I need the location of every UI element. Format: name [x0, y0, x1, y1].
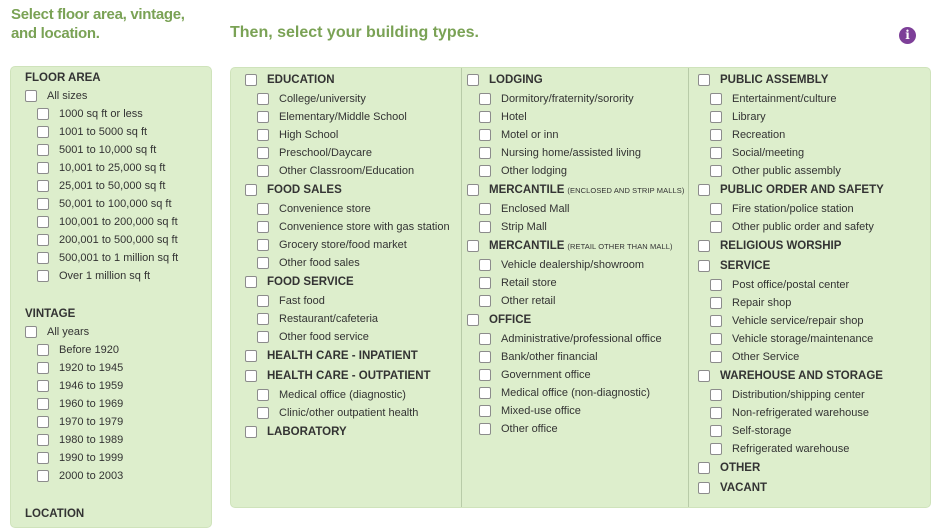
checkbox[interactable] [245, 74, 257, 86]
floor-area-option[interactable] [25, 231, 178, 249]
category-checkbox-label: HEALTH CARE - INPATIENT [267, 350, 418, 362]
subtype-checkbox-label: Medical office (diagnostic) [279, 389, 406, 401]
category-checkbox-label: RELIGIOUS WORSHIP [720, 240, 842, 252]
filter-panel [10, 66, 212, 528]
subtype-checkbox[interactable] [698, 404, 884, 422]
checkbox[interactable] [698, 370, 710, 382]
checkbox[interactable] [710, 297, 722, 309]
checkbox[interactable] [479, 423, 491, 435]
vintage-option-label: 2000 to 2003 [59, 470, 124, 482]
category-checkbox[interactable] [245, 346, 450, 366]
checkbox[interactable] [710, 93, 722, 105]
main-heading: Then, select your building types. [230, 24, 479, 41]
category-checkbox[interactable] [245, 366, 450, 386]
floor-area-option-label: 200,001 to 500,000 sq ft [59, 234, 178, 246]
subtype-checkbox[interactable] [467, 366, 684, 384]
subtype-checkbox[interactable] [467, 108, 684, 126]
category-checkbox-label: HEALTH CARE - OUTPATIENT [267, 370, 431, 382]
subtype-checkbox[interactable] [245, 386, 450, 404]
checkbox[interactable] [698, 240, 710, 252]
checkbox[interactable] [257, 257, 269, 269]
subtype-checkbox-label: Vehicle storage/maintenance [732, 333, 874, 345]
floor-area-option[interactable] [25, 123, 178, 141]
building-types-panel [230, 67, 931, 508]
category-checkbox-label: EDUCATION [267, 74, 335, 86]
checkbox[interactable] [37, 470, 49, 482]
checkbox[interactable] [698, 482, 710, 494]
subtype-checkbox-label: Other public order and safety [732, 221, 874, 233]
category-checkbox-label: PUBLIC ORDER AND SAFETY [720, 184, 884, 196]
checkbox[interactable] [37, 180, 49, 192]
category-checkbox-label: LODGING [489, 74, 543, 86]
vintage-option-label: 1946 to 1959 [59, 380, 124, 392]
subtype-checkbox-label: Convenience store with gas station [279, 221, 450, 233]
vintage-option-label: 1960 to 1969 [59, 398, 124, 410]
checkbox[interactable] [37, 434, 49, 446]
subtype-checkbox-label: Distribution/shipping center [732, 389, 865, 401]
category-checkbox[interactable] [467, 236, 684, 256]
checkbox[interactable] [245, 370, 257, 382]
subtype-checkbox[interactable] [467, 126, 684, 144]
category-checkbox-label: FOOD SERVICE [267, 276, 354, 288]
subtype-checkbox[interactable] [698, 162, 884, 180]
vintage-option-label: 1970 to 1979 [59, 416, 124, 428]
subtype-checkbox-label: Elementary/Middle School [279, 111, 407, 123]
subtype-checkbox-label: Restaurant/cafeteria [279, 313, 379, 325]
column-divider [461, 68, 462, 507]
subtype-checkbox[interactable] [698, 294, 884, 312]
subtype-checkbox-label: Convenience store [279, 203, 371, 215]
building-types-column-2 [467, 70, 684, 438]
subtype-checkbox-label: Enclosed Mall [501, 203, 570, 215]
subtype-checkbox-label: Social/meeting [732, 147, 805, 159]
checkbox[interactable] [710, 315, 722, 327]
subtype-checkbox-label: Other food sales [279, 257, 360, 269]
subtype-checkbox[interactable] [698, 144, 884, 162]
checkbox[interactable] [710, 333, 722, 345]
checkbox[interactable] [467, 314, 479, 326]
subtype-checkbox-label: Hotel [501, 111, 527, 123]
category-checkbox[interactable] [698, 366, 884, 386]
floor-area-option-label: 1000 sq ft or less [59, 108, 143, 120]
floor-area-option-label: 25,001 to 50,000 sq ft [59, 180, 166, 192]
subtype-checkbox[interactable] [467, 348, 684, 366]
subtype-checkbox[interactable] [245, 162, 450, 180]
floor-area-option-label: Over 1 million sq ft [59, 270, 151, 282]
floor-area-all-label: All sizes [47, 90, 88, 102]
subtype-checkbox[interactable] [245, 108, 450, 126]
checkbox[interactable] [257, 295, 269, 307]
info-icon[interactable]: i [899, 27, 916, 44]
subtype-checkbox-label: Administrative/professional office [501, 333, 662, 345]
checkbox[interactable] [257, 221, 269, 233]
subtype-checkbox[interactable] [245, 236, 450, 254]
checkbox[interactable] [37, 362, 49, 374]
checkbox[interactable] [710, 203, 722, 215]
checkbox[interactable] [257, 111, 269, 123]
checkbox[interactable] [257, 165, 269, 177]
subtype-checkbox[interactable] [467, 162, 684, 180]
checkbox[interactable] [257, 93, 269, 105]
category-checkbox[interactable] [698, 236, 884, 256]
subtype-checkbox[interactable] [245, 328, 450, 346]
subtype-checkbox-label: Library [732, 111, 766, 123]
floor-area-title: FLOOR AREA [25, 72, 101, 84]
checkbox[interactable] [257, 203, 269, 215]
checkbox[interactable] [479, 295, 491, 307]
subtype-checkbox[interactable] [698, 348, 884, 366]
subtype-checkbox[interactable] [698, 126, 884, 144]
category-checkbox[interactable] [698, 458, 884, 478]
category-checkbox[interactable] [245, 70, 450, 90]
checkbox[interactable] [37, 108, 49, 120]
category-checkbox-label: MERCANTILE [489, 184, 565, 196]
subtype-checkbox[interactable] [467, 274, 684, 292]
checkbox[interactable] [698, 260, 710, 272]
vintage-option[interactable] [25, 431, 178, 449]
category-checkbox-label: WAREHOUSE AND STORAGE [720, 370, 883, 382]
checkbox[interactable] [710, 165, 722, 177]
subtype-checkbox[interactable] [467, 292, 684, 310]
checkbox[interactable] [479, 369, 491, 381]
vintage-list [25, 341, 178, 485]
checkbox[interactable] [710, 129, 722, 141]
subtype-checkbox-label: Refrigerated warehouse [732, 443, 850, 455]
category-checkbox-label: FOOD SALES [267, 184, 342, 196]
subtype-checkbox[interactable] [245, 404, 450, 422]
checkbox[interactable] [479, 147, 491, 159]
checkbox[interactable] [245, 276, 257, 288]
checkbox[interactable] [257, 331, 269, 343]
column-divider [688, 68, 689, 507]
subtype-checkbox-label: Strip Mall [501, 221, 547, 233]
category-checkbox[interactable] [698, 180, 884, 200]
floor-area-option-label: 500,001 to 1 million sq ft [59, 252, 179, 264]
subtype-checkbox[interactable] [467, 90, 684, 108]
floor-area-list [25, 105, 178, 285]
subtype-checkbox-label: College/university [279, 93, 366, 105]
checkbox[interactable] [710, 425, 722, 437]
checkbox[interactable] [710, 147, 722, 159]
checkbox[interactable] [710, 351, 722, 363]
floor-area-option[interactable] [25, 159, 178, 177]
category-checkbox-label: LABORATORY [267, 426, 347, 438]
vintage-all-label: All years [47, 326, 90, 338]
vintage-option[interactable] [25, 395, 178, 413]
checkbox[interactable] [257, 407, 269, 419]
building-types-column-3 [698, 70, 884, 498]
subtype-checkbox-label: Other Service [732, 351, 800, 363]
checkbox[interactable] [479, 165, 491, 177]
checkbox[interactable] [245, 350, 257, 362]
subtype-checkbox[interactable] [245, 310, 450, 328]
category-checkbox-label: OTHER [720, 462, 761, 474]
floor-area-option[interactable] [25, 195, 178, 213]
vintage-option-label: Before 1920 [59, 344, 119, 356]
checkbox[interactable] [479, 333, 491, 345]
subtype-checkbox[interactable] [245, 292, 450, 310]
category-checkbox[interactable] [698, 256, 884, 276]
subtype-checkbox-label: Other office [501, 423, 558, 435]
subtype-checkbox[interactable] [467, 200, 684, 218]
checkbox[interactable] [37, 344, 49, 356]
left-heading-line1: Select floor area, vintage, [11, 6, 185, 23]
subtype-checkbox-label: Non-refrigerated warehouse [732, 407, 869, 419]
building-types-column-1 [245, 70, 450, 442]
floor-area-option-label: 100,001 to 200,000 sq ft [59, 216, 178, 228]
subtype-checkbox-label: Retail store [501, 277, 557, 289]
category-checkbox-label: MERCANTILE [489, 240, 565, 252]
checkbox[interactable] [37, 234, 49, 246]
subtype-checkbox[interactable] [467, 218, 684, 236]
subtype-checkbox-label: Dormitory/fraternity/sorority [501, 93, 634, 105]
subtype-checkbox[interactable] [245, 218, 450, 236]
category-checkbox[interactable] [245, 180, 450, 200]
subtype-checkbox[interactable] [698, 276, 884, 294]
checkbox[interactable] [710, 111, 722, 123]
subtype-checkbox[interactable] [467, 330, 684, 348]
subtype-checkbox-label: High School [279, 129, 339, 141]
checkbox[interactable] [710, 279, 722, 291]
vintage-option[interactable] [25, 341, 178, 359]
checkbox[interactable] [479, 93, 491, 105]
checkbox[interactable] [37, 416, 49, 428]
checkbox[interactable] [710, 389, 722, 401]
checkbox[interactable] [37, 144, 49, 156]
checkbox[interactable] [257, 239, 269, 251]
checkbox[interactable] [25, 326, 37, 338]
checkbox[interactable] [37, 216, 49, 228]
category-checkbox[interactable] [245, 272, 450, 292]
checkbox[interactable] [37, 398, 49, 410]
subtype-checkbox-label: Vehicle service/repair shop [732, 315, 864, 327]
subtype-checkbox-label: Mixed-use office [501, 405, 581, 417]
subtype-checkbox-label: Government office [501, 369, 591, 381]
vintage-option-label: 1980 to 1989 [59, 434, 124, 446]
subtype-checkbox[interactable] [245, 200, 450, 218]
subtype-checkbox-label: Fire station/police station [732, 203, 854, 215]
checkbox[interactable] [698, 462, 710, 474]
floor-area-option-label: 10,001 to 25,000 sq ft [59, 162, 166, 174]
subtype-checkbox-label: Other food service [279, 331, 369, 343]
subtype-checkbox-label: Self-storage [732, 425, 792, 437]
subtype-checkbox[interactable] [698, 330, 884, 348]
checkbox[interactable] [710, 221, 722, 233]
checkbox[interactable] [257, 147, 269, 159]
floor-area-option[interactable] [25, 105, 178, 123]
floor-area-option[interactable] [25, 249, 178, 267]
floor-area-option-label: 50,001 to 100,000 sq ft [59, 198, 172, 210]
floor-area-option[interactable] [25, 267, 178, 285]
subtype-checkbox[interactable] [467, 256, 684, 274]
floor-area-all[interactable] [25, 87, 178, 105]
subtype-checkbox-label: Entertainment/culture [732, 93, 837, 105]
checkbox[interactable] [479, 129, 491, 141]
checkbox[interactable] [37, 252, 49, 264]
subtype-checkbox-label: Grocery store/food market [279, 239, 407, 251]
category-checkbox-label: OFFICE [489, 314, 532, 326]
category-checkbox[interactable] [467, 180, 684, 200]
subtype-checkbox-label: Post office/postal center [732, 279, 850, 291]
category-checkbox-note: (RETAIL OTHER THAN MALL) [567, 241, 673, 251]
subtype-checkbox-label: Bank/other financial [501, 351, 598, 363]
floor-area-option-label: 5001 to 10,000 sq ft [59, 144, 157, 156]
checkbox[interactable] [467, 240, 479, 252]
subtype-checkbox[interactable] [245, 126, 450, 144]
category-checkbox-label: PUBLIC ASSEMBLY [720, 74, 829, 86]
category-checkbox[interactable] [467, 310, 684, 330]
category-checkbox-label: VACANT [720, 482, 768, 494]
category-checkbox[interactable] [698, 70, 884, 90]
subtype-checkbox[interactable] [698, 440, 884, 458]
category-checkbox-label: SERVICE [720, 260, 771, 272]
checkbox[interactable] [479, 351, 491, 363]
vintage-option[interactable] [25, 377, 178, 395]
checkbox[interactable] [245, 426, 257, 438]
location-title: LOCATION [25, 508, 85, 520]
category-checkbox[interactable] [698, 478, 884, 498]
subtype-checkbox[interactable] [698, 200, 884, 218]
subtype-checkbox[interactable] [698, 422, 884, 440]
subtype-checkbox-label: Fast food [279, 295, 325, 307]
subtype-checkbox[interactable] [467, 384, 684, 402]
checkbox[interactable] [479, 277, 491, 289]
checkbox[interactable] [479, 111, 491, 123]
subtype-checkbox[interactable] [698, 386, 884, 404]
vintage-all[interactable] [25, 323, 178, 341]
subtype-checkbox-label: Clinic/other outpatient health [279, 407, 419, 419]
category-checkbox[interactable] [467, 70, 684, 90]
checkbox[interactable] [710, 443, 722, 455]
subtype-checkbox[interactable] [698, 312, 884, 330]
checkbox[interactable] [467, 74, 479, 86]
vintage-option-label: 1990 to 1999 [59, 452, 124, 464]
subtype-checkbox-label: Other Classroom/Education [279, 165, 415, 177]
subtype-checkbox[interactable] [467, 420, 684, 438]
checkbox[interactable] [479, 203, 491, 215]
checkbox[interactable] [37, 270, 49, 282]
vintage-option[interactable] [25, 449, 178, 467]
floor-area-option[interactable] [25, 141, 178, 159]
checkbox[interactable] [37, 126, 49, 138]
checkbox[interactable] [710, 407, 722, 419]
vintage-option[interactable] [25, 413, 178, 431]
subtype-checkbox-label: Other public assembly [732, 165, 841, 177]
checkbox[interactable] [37, 162, 49, 174]
floor-area-option-label: 1001 to 5000 sq ft [59, 126, 148, 138]
vintage-option[interactable] [25, 467, 178, 485]
subtype-checkbox[interactable] [467, 144, 684, 162]
left-heading-line2: and location. [11, 25, 100, 42]
checkbox[interactable] [698, 74, 710, 86]
subtype-checkbox[interactable] [245, 144, 450, 162]
subtype-checkbox-label: Recreation [732, 129, 786, 141]
subtype-checkbox-label: Motel or inn [501, 129, 559, 141]
subtype-checkbox-label: Repair shop [732, 297, 792, 309]
left-heading [11, 5, 211, 43]
checkbox[interactable] [37, 380, 49, 392]
checkbox[interactable] [479, 387, 491, 399]
subtype-checkbox[interactable] [245, 254, 450, 272]
floor-area-option[interactable] [25, 213, 178, 231]
checkbox[interactable] [257, 313, 269, 325]
subtype-checkbox[interactable] [698, 218, 884, 236]
checkbox[interactable] [37, 198, 49, 210]
subtype-checkbox[interactable] [245, 90, 450, 108]
subtype-checkbox[interactable] [467, 402, 684, 420]
checkbox[interactable] [479, 221, 491, 233]
subtype-checkbox-label: Preschool/Daycare [279, 147, 372, 159]
checkbox[interactable] [698, 184, 710, 196]
subtype-checkbox[interactable] [698, 108, 884, 126]
checkbox[interactable] [257, 389, 269, 401]
subtype-checkbox-label: Other retail [501, 295, 556, 307]
subtype-checkbox-label: Other lodging [501, 165, 568, 177]
subtype-checkbox-label: Nursing home/assisted living [501, 147, 642, 159]
subtype-checkbox-label: Vehicle dealership/showroom [501, 259, 645, 271]
subtype-checkbox-label: Medical office (non-diagnostic) [501, 387, 650, 399]
checkbox[interactable] [25, 90, 37, 102]
checkbox[interactable] [479, 259, 491, 271]
category-checkbox-note: (ENCLOSED AND STRIP MALLS) [567, 185, 685, 195]
checkbox[interactable] [257, 129, 269, 141]
vintage-title: VINTAGE [25, 308, 76, 320]
checkbox[interactable] [37, 452, 49, 464]
vintage-option[interactable] [25, 359, 178, 377]
checkbox[interactable] [467, 184, 479, 196]
checkbox[interactable] [245, 184, 257, 196]
subtype-checkbox[interactable] [698, 90, 884, 108]
vintage-option-label: 1920 to 1945 [59, 362, 124, 374]
floor-area-option[interactable] [25, 177, 178, 195]
category-checkbox[interactable] [245, 422, 450, 442]
checkbox[interactable] [479, 405, 491, 417]
